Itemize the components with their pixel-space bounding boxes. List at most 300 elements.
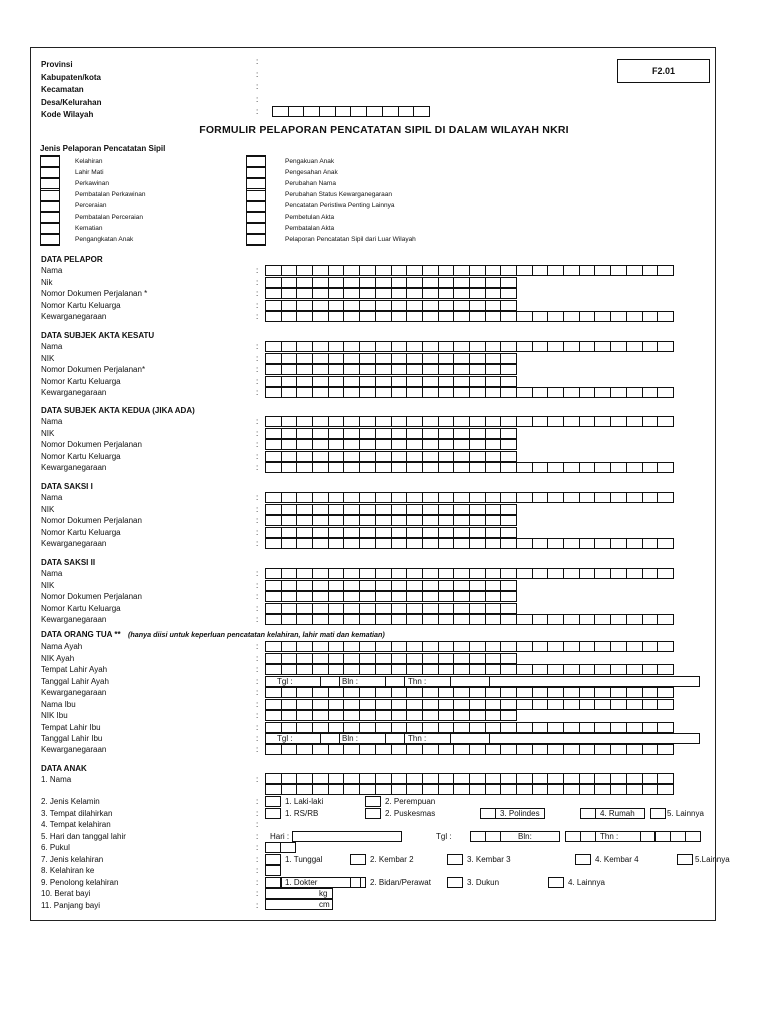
input-cell[interactable] — [359, 265, 376, 276]
input-cell[interactable] — [547, 784, 564, 795]
input-cell[interactable] — [375, 773, 392, 784]
input-cell[interactable] — [626, 416, 643, 427]
input-cell[interactable] — [312, 580, 329, 591]
input-cell[interactable] — [406, 784, 423, 795]
input-cell[interactable] — [406, 439, 423, 450]
input-cell[interactable] — [438, 710, 455, 721]
input-cell[interactable] — [406, 451, 423, 462]
input-cell[interactable] — [532, 722, 549, 733]
input-cell[interactable] — [391, 451, 408, 462]
input-cell[interactable] — [359, 376, 376, 387]
input-cell[interactable] — [375, 341, 392, 352]
input-cell[interactable] — [296, 288, 313, 299]
input-cell[interactable] — [422, 591, 439, 602]
option-checkbox[interactable] — [575, 854, 591, 865]
date-cell[interactable] — [450, 733, 490, 744]
option-checkbox[interactable] — [265, 854, 281, 865]
input-cell[interactable] — [375, 641, 392, 652]
input-cell[interactable] — [642, 722, 659, 733]
input-cell[interactable] — [594, 311, 611, 322]
input-cell[interactable] — [453, 744, 470, 755]
input-cell[interactable] — [438, 353, 455, 364]
input-cell[interactable] — [422, 722, 439, 733]
input-cell[interactable] — [375, 439, 392, 450]
input-cell[interactable] — [500, 773, 517, 784]
input-cell[interactable] — [328, 527, 345, 538]
input-cell[interactable] — [312, 353, 329, 364]
input-cell[interactable] — [375, 416, 392, 427]
input-cell[interactable] — [594, 699, 611, 710]
input-cell[interactable] — [422, 300, 439, 311]
input-cell[interactable] — [610, 416, 627, 427]
input-cell[interactable] — [312, 653, 329, 664]
input-cell[interactable] — [469, 341, 486, 352]
input-cell[interactable] — [335, 106, 352, 117]
input-cell[interactable] — [547, 538, 564, 549]
input-cell[interactable] — [469, 300, 486, 311]
input-cell[interactable] — [281, 515, 298, 526]
input-cell[interactable] — [485, 387, 502, 398]
input-cell[interactable] — [453, 288, 470, 299]
input-cell[interactable] — [500, 538, 517, 549]
input-cell[interactable] — [469, 591, 486, 602]
input-cell[interactable] — [265, 773, 282, 784]
input-cell[interactable] — [406, 416, 423, 427]
input-cell[interactable] — [343, 311, 360, 322]
input-cell[interactable] — [391, 311, 408, 322]
input-cell[interactable] — [391, 614, 408, 625]
input-cell[interactable] — [516, 744, 533, 755]
input-cell[interactable] — [453, 376, 470, 387]
date-cell[interactable] — [385, 676, 405, 687]
input-cell[interactable] — [642, 784, 659, 795]
input-cell[interactable] — [469, 580, 486, 591]
input-cell[interactable] — [265, 376, 282, 387]
input-cell[interactable] — [296, 591, 313, 602]
input-cell[interactable] — [281, 773, 298, 784]
input-cell[interactable] — [328, 492, 345, 503]
input-cell[interactable] — [265, 300, 282, 311]
input-cell[interactable] — [265, 744, 282, 755]
input-cell[interactable] — [422, 538, 439, 549]
input-cell[interactable] — [642, 265, 659, 276]
input-cell[interactable] — [296, 364, 313, 375]
jenis-checkbox[interactable] — [40, 223, 60, 234]
input-cell[interactable] — [406, 580, 423, 591]
input-cell[interactable] — [453, 722, 470, 733]
input-cell[interactable] — [343, 300, 360, 311]
input-cell[interactable] — [359, 784, 376, 795]
option-checkbox[interactable] — [265, 796, 281, 807]
input-cell[interactable] — [469, 428, 486, 439]
input-cell[interactable] — [500, 699, 517, 710]
input-cell[interactable] — [422, 439, 439, 450]
input-cell[interactable] — [343, 744, 360, 755]
input-cell[interactable] — [516, 784, 533, 795]
input-cell[interactable] — [469, 527, 486, 538]
input-cell[interactable] — [343, 538, 360, 549]
input-cell[interactable] — [532, 641, 549, 652]
input-cell[interactable] — [453, 387, 470, 398]
input-cell[interactable] — [453, 341, 470, 352]
input-cell[interactable] — [281, 614, 298, 625]
jenis-checkbox[interactable] — [246, 190, 266, 201]
input-cell[interactable] — [516, 538, 533, 549]
input-cell[interactable] — [343, 353, 360, 364]
input-cell[interactable] — [281, 311, 298, 322]
input-cell[interactable] — [343, 580, 360, 591]
input-cell[interactable] — [469, 504, 486, 515]
input-cell[interactable] — [438, 439, 455, 450]
input-cell[interactable] — [500, 416, 517, 427]
input-cell[interactable] — [328, 277, 345, 288]
input-cell[interactable] — [500, 603, 517, 614]
input-cell[interactable] — [343, 710, 360, 721]
input-cell[interactable] — [375, 451, 392, 462]
input-cell[interactable] — [375, 527, 392, 538]
jenis-checkbox[interactable] — [246, 178, 266, 189]
input-cell[interactable] — [438, 527, 455, 538]
input-cell[interactable] — [453, 538, 470, 549]
input-cell[interactable] — [579, 265, 596, 276]
input-cell[interactable] — [406, 265, 423, 276]
input-cell[interactable] — [312, 710, 329, 721]
option-checkbox[interactable] — [480, 808, 496, 819]
input-cell[interactable] — [579, 341, 596, 352]
input-cell[interactable] — [642, 416, 659, 427]
date-cell[interactable] — [640, 831, 656, 842]
input-cell[interactable] — [296, 614, 313, 625]
date-cell[interactable] — [485, 831, 501, 842]
input-cell[interactable] — [391, 428, 408, 439]
input-cell[interactable] — [281, 699, 298, 710]
input-cell[interactable] — [610, 614, 627, 625]
option-checkbox[interactable] — [548, 877, 564, 888]
input-cell[interactable] — [265, 462, 282, 473]
input-cell[interactable] — [485, 641, 502, 652]
kelahiran-ke-cell[interactable] — [265, 865, 281, 876]
input-cell[interactable] — [469, 687, 486, 698]
input-cell[interactable] — [500, 376, 517, 387]
input-cell[interactable] — [657, 614, 674, 625]
input-cell[interactable] — [594, 265, 611, 276]
input-cell[interactable] — [328, 353, 345, 364]
input-cell[interactable] — [312, 364, 329, 375]
input-cell[interactable] — [312, 265, 329, 276]
input-cell[interactable] — [579, 614, 596, 625]
input-cell[interactable] — [296, 277, 313, 288]
input-cell[interactable] — [391, 722, 408, 733]
input-cell[interactable] — [343, 773, 360, 784]
input-cell[interactable] — [610, 784, 627, 795]
input-cell[interactable] — [422, 277, 439, 288]
input-cell[interactable] — [359, 300, 376, 311]
input-cell[interactable] — [391, 603, 408, 614]
input-cell[interactable] — [343, 428, 360, 439]
input-cell[interactable] — [469, 773, 486, 784]
input-cell[interactable] — [281, 451, 298, 462]
input-cell[interactable] — [657, 311, 674, 322]
input-cell[interactable] — [375, 784, 392, 795]
input-cell[interactable] — [485, 699, 502, 710]
input-cell[interactable] — [343, 664, 360, 675]
input-cell[interactable] — [422, 515, 439, 526]
input-cell[interactable] — [485, 580, 502, 591]
input-cell[interactable] — [438, 462, 455, 473]
input-cell[interactable] — [422, 664, 439, 675]
input-cell[interactable] — [438, 784, 455, 795]
input-cell[interactable] — [328, 341, 345, 352]
jenis-checkbox[interactable] — [246, 156, 266, 167]
input-cell[interactable] — [265, 580, 282, 591]
input-cell[interactable] — [453, 416, 470, 427]
input-cell[interactable] — [485, 300, 502, 311]
date-cell[interactable] — [470, 831, 486, 842]
input-cell[interactable] — [579, 744, 596, 755]
input-cell[interactable] — [422, 687, 439, 698]
input-cell[interactable] — [281, 416, 298, 427]
input-cell[interactable] — [391, 376, 408, 387]
input-cell[interactable] — [657, 492, 674, 503]
input-cell[interactable] — [547, 311, 564, 322]
input-cell[interactable] — [422, 462, 439, 473]
input-cell[interactable] — [343, 492, 360, 503]
input-cell[interactable] — [319, 106, 336, 117]
input-cell[interactable] — [296, 784, 313, 795]
input-cell[interactable] — [532, 744, 549, 755]
input-cell[interactable] — [296, 538, 313, 549]
input-cell[interactable] — [391, 744, 408, 755]
input-cell[interactable] — [328, 568, 345, 579]
input-cell[interactable] — [563, 664, 580, 675]
input-cell[interactable] — [500, 664, 517, 675]
input-cell[interactable] — [281, 265, 298, 276]
input-cell[interactable] — [281, 439, 298, 450]
input-cell[interactable] — [312, 451, 329, 462]
input-cell[interactable] — [265, 277, 282, 288]
input-cell[interactable] — [500, 687, 517, 698]
jenis-checkbox[interactable] — [246, 234, 266, 245]
input-cell[interactable] — [500, 300, 517, 311]
input-cell[interactable] — [328, 664, 345, 675]
input-cell[interactable] — [281, 288, 298, 299]
input-cell[interactable] — [391, 462, 408, 473]
input-cell[interactable] — [594, 687, 611, 698]
input-cell[interactable] — [296, 462, 313, 473]
input-cell[interactable] — [375, 744, 392, 755]
input-cell[interactable] — [453, 451, 470, 462]
input-cell[interactable] — [516, 387, 533, 398]
input-cell[interactable] — [265, 538, 282, 549]
input-cell[interactable] — [359, 462, 376, 473]
input-cell[interactable] — [265, 699, 282, 710]
input-cell[interactable] — [485, 614, 502, 625]
input-cell[interactable] — [438, 387, 455, 398]
input-cell[interactable] — [438, 687, 455, 698]
input-cell[interactable] — [343, 462, 360, 473]
input-cell[interactable] — [626, 614, 643, 625]
input-cell[interactable] — [375, 300, 392, 311]
input-cell[interactable] — [469, 265, 486, 276]
input-cell[interactable] — [281, 376, 298, 387]
input-cell[interactable] — [406, 653, 423, 664]
input-cell[interactable] — [343, 614, 360, 625]
input-cell[interactable] — [579, 641, 596, 652]
input-cell[interactable] — [312, 387, 329, 398]
input-cell[interactable] — [312, 641, 329, 652]
input-cell[interactable] — [312, 664, 329, 675]
input-cell[interactable] — [406, 462, 423, 473]
input-cell[interactable] — [296, 428, 313, 439]
input-cell[interactable] — [516, 722, 533, 733]
input-cell[interactable] — [406, 614, 423, 625]
input-cell[interactable] — [265, 515, 282, 526]
input-cell[interactable] — [438, 699, 455, 710]
input-cell[interactable] — [265, 641, 282, 652]
input-cell[interactable] — [265, 687, 282, 698]
input-cell[interactable] — [657, 784, 674, 795]
input-cell[interactable] — [359, 504, 376, 515]
input-cell[interactable] — [438, 614, 455, 625]
input-cell[interactable] — [328, 744, 345, 755]
input-cell[interactable] — [391, 265, 408, 276]
input-cell[interactable] — [406, 722, 423, 733]
input-cell[interactable] — [375, 376, 392, 387]
input-cell[interactable] — [312, 538, 329, 549]
input-cell[interactable] — [563, 492, 580, 503]
input-cell[interactable] — [296, 773, 313, 784]
input-cell[interactable] — [422, 416, 439, 427]
input-cell[interactable] — [343, 653, 360, 664]
input-cell[interactable] — [453, 580, 470, 591]
input-cell[interactable] — [359, 527, 376, 538]
input-cell[interactable] — [547, 744, 564, 755]
input-cell[interactable] — [642, 538, 659, 549]
input-cell[interactable] — [265, 603, 282, 614]
input-cell[interactable] — [328, 387, 345, 398]
input-cell[interactable] — [312, 773, 329, 784]
input-cell[interactable] — [375, 710, 392, 721]
input-cell[interactable] — [532, 538, 549, 549]
input-cell[interactable] — [303, 106, 320, 117]
input-cell[interactable] — [485, 265, 502, 276]
input-cell[interactable] — [438, 580, 455, 591]
input-cell[interactable] — [485, 784, 502, 795]
input-cell[interactable] — [343, 568, 360, 579]
input-cell[interactable] — [438, 504, 455, 515]
input-cell[interactable] — [532, 387, 549, 398]
input-cell[interactable] — [579, 387, 596, 398]
input-cell[interactable] — [265, 614, 282, 625]
input-cell[interactable] — [500, 527, 517, 538]
input-cell[interactable] — [422, 580, 439, 591]
input-cell[interactable] — [281, 300, 298, 311]
input-cell[interactable] — [469, 353, 486, 364]
input-cell[interactable] — [406, 311, 423, 322]
input-cell[interactable] — [391, 591, 408, 602]
input-cell[interactable] — [469, 288, 486, 299]
input-cell[interactable] — [391, 416, 408, 427]
input-cell[interactable] — [375, 653, 392, 664]
input-cell[interactable] — [485, 451, 502, 462]
input-cell[interactable] — [438, 603, 455, 614]
input-cell[interactable] — [626, 568, 643, 579]
input-cell[interactable] — [469, 376, 486, 387]
input-cell[interactable] — [610, 568, 627, 579]
jenis-checkbox[interactable] — [40, 234, 60, 245]
input-cell[interactable] — [485, 710, 502, 721]
jenis-checkbox[interactable] — [246, 212, 266, 223]
input-cell[interactable] — [375, 504, 392, 515]
input-cell[interactable] — [485, 722, 502, 733]
input-cell[interactable] — [469, 568, 486, 579]
input-cell[interactable] — [281, 591, 298, 602]
pukul-cell[interactable] — [265, 842, 281, 853]
input-cell[interactable] — [265, 710, 282, 721]
input-cell[interactable] — [485, 653, 502, 664]
input-cell[interactable] — [579, 784, 596, 795]
input-cell[interactable] — [328, 462, 345, 473]
input-cell[interactable] — [642, 687, 659, 698]
input-cell[interactable] — [422, 311, 439, 322]
date-cell[interactable] — [655, 831, 671, 842]
input-cell[interactable] — [626, 492, 643, 503]
option-checkbox[interactable] — [350, 877, 366, 888]
input-cell[interactable] — [359, 641, 376, 652]
input-cell[interactable] — [563, 568, 580, 579]
input-cell[interactable] — [312, 603, 329, 614]
input-cell[interactable] — [469, 710, 486, 721]
input-cell[interactable] — [579, 687, 596, 698]
input-cell[interactable] — [359, 773, 376, 784]
input-cell[interactable] — [265, 451, 282, 462]
input-cell[interactable] — [579, 568, 596, 579]
input-cell[interactable] — [469, 784, 486, 795]
input-cell[interactable] — [547, 492, 564, 503]
input-cell[interactable] — [579, 492, 596, 503]
input-cell[interactable] — [453, 428, 470, 439]
input-cell[interactable] — [265, 311, 282, 322]
input-cell[interactable] — [312, 439, 329, 450]
input-cell[interactable] — [328, 439, 345, 450]
input-cell[interactable] — [406, 591, 423, 602]
input-cell[interactable] — [382, 106, 399, 117]
input-cell[interactable] — [563, 614, 580, 625]
input-cell[interactable] — [422, 773, 439, 784]
input-cell[interactable] — [281, 428, 298, 439]
input-cell[interactable] — [469, 277, 486, 288]
input-cell[interactable] — [422, 710, 439, 721]
jenis-checkbox[interactable] — [40, 178, 60, 189]
input-cell[interactable] — [359, 603, 376, 614]
input-cell[interactable] — [594, 614, 611, 625]
input-cell[interactable] — [563, 416, 580, 427]
input-cell[interactable] — [296, 504, 313, 515]
input-cell[interactable] — [500, 614, 517, 625]
input-cell[interactable] — [626, 773, 643, 784]
input-cell[interactable] — [359, 664, 376, 675]
input-cell[interactable] — [610, 699, 627, 710]
jenis-checkbox[interactable] — [246, 223, 266, 234]
input-cell[interactable] — [296, 641, 313, 652]
input-cell[interactable] — [453, 784, 470, 795]
input-cell[interactable] — [406, 603, 423, 614]
input-cell[interactable] — [485, 439, 502, 450]
input-cell[interactable] — [453, 300, 470, 311]
input-cell[interactable] — [438, 428, 455, 439]
input-cell[interactable] — [359, 288, 376, 299]
input-cell[interactable] — [626, 744, 643, 755]
